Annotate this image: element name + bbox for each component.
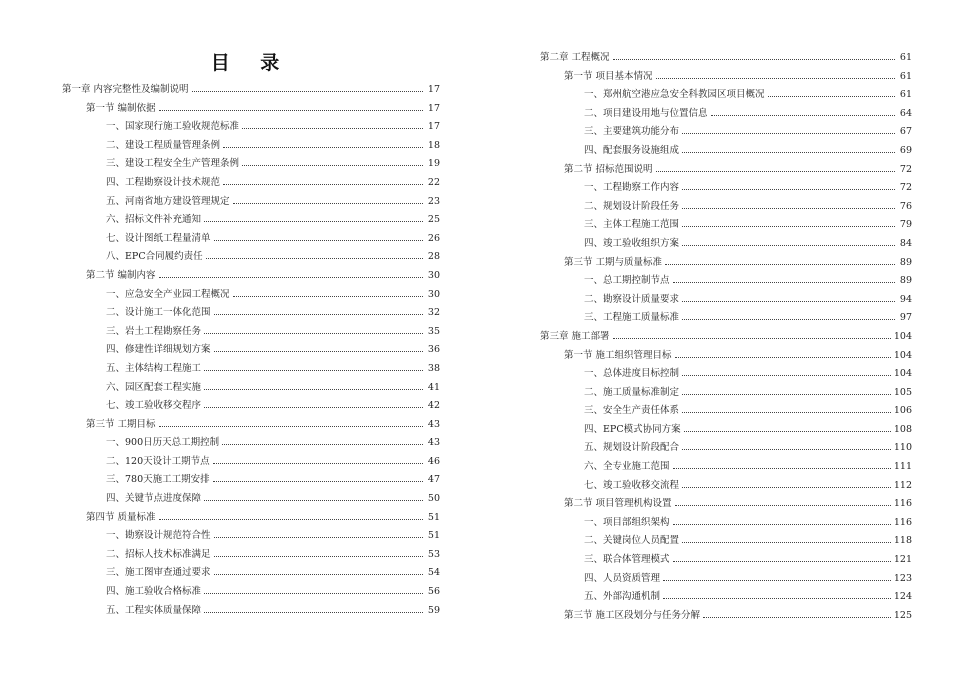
- toc-entry-text: 八、EPC合同履约责任: [106, 251, 203, 263]
- dot-leader: [673, 270, 895, 283]
- toc-entry-text: 一、项目部组织架构: [584, 516, 670, 528]
- dot-leader: [214, 562, 423, 575]
- toc-page-number: 124: [893, 591, 912, 603]
- toc-page-number: 72: [899, 163, 912, 175]
- dot-leader: [233, 191, 423, 204]
- toc-entry[interactable]: [540, 270, 912, 289]
- toc-page-number: 35: [427, 325, 440, 337]
- toc-page-number: 42: [427, 400, 440, 412]
- toc-entry[interactable]: [62, 488, 440, 507]
- toc-page-number: 72: [899, 182, 912, 194]
- dot-leader: [214, 302, 423, 315]
- toc-page-number: 26: [427, 232, 440, 244]
- toc-entry[interactable]: [62, 525, 440, 544]
- dot-leader: [214, 544, 423, 557]
- toc-entry-text: 三、建设工程安全生产管理条例: [106, 158, 240, 170]
- toc-entry-text: 七、设计图纸工程量清单: [106, 232, 211, 244]
- dot-leader: [682, 121, 895, 134]
- toc-page-number: 61: [899, 89, 912, 101]
- toc-page-number: 59: [427, 604, 440, 616]
- toc-page-number: 118: [893, 535, 912, 547]
- dot-leader: [673, 456, 891, 469]
- toc-page-number: 69: [899, 144, 912, 156]
- toc-page-number: 17: [427, 102, 440, 114]
- toc-page-number: 53: [427, 548, 440, 560]
- toc-entry-text: 一、工程勘察工作内容: [584, 182, 680, 194]
- dot-leader: [204, 488, 423, 501]
- toc-page-number: 76: [899, 200, 912, 212]
- dot-leader: [159, 98, 423, 111]
- toc-page-number: 25: [427, 214, 440, 226]
- dot-leader: [682, 382, 891, 395]
- toc-entry[interactable]: [62, 544, 440, 563]
- toc-page-number: 18: [427, 139, 440, 151]
- toc-entry-text: 第三节 工期目标: [86, 418, 156, 430]
- toc-entry[interactable]: [540, 456, 912, 475]
- dot-leader: [242, 116, 423, 129]
- toc-entry-text: 一、应急安全产业园工程概况: [106, 288, 230, 300]
- toc-entry[interactable]: [62, 339, 440, 358]
- toc-page-number: 104: [893, 330, 912, 342]
- toc-page-number: 38: [427, 362, 440, 374]
- dot-leader: [663, 568, 891, 581]
- dot-leader: [768, 84, 895, 97]
- toc-entry[interactable]: [540, 289, 912, 308]
- toc-page-number: 89: [899, 256, 912, 268]
- toc-entry-text: 二、建设工程质量管理条例: [106, 139, 221, 151]
- toc-entry[interactable]: [62, 562, 440, 581]
- toc-entry[interactable]: [62, 321, 440, 340]
- toc-entry[interactable]: [540, 140, 912, 159]
- toc-entry-text: 第二节 项目管理机构设置: [564, 498, 672, 510]
- dot-leader: [682, 530, 891, 543]
- dot-leader: [656, 66, 895, 79]
- toc-page-number: 110: [893, 442, 912, 454]
- dot-leader: [214, 339, 423, 352]
- dot-leader: [206, 246, 423, 259]
- toc-entry[interactable]: [540, 307, 912, 326]
- toc-entry-text: 一、总工期控制节点: [584, 275, 670, 287]
- toc-entry-text: 三、780天施工工期安排: [106, 474, 210, 486]
- toc-entry-text: 三、安全生产责任体系: [584, 405, 680, 417]
- dot-leader: [204, 581, 423, 594]
- toc-page-number: 47: [427, 474, 440, 486]
- toc-entry[interactable]: [540, 66, 912, 85]
- dot-leader: [675, 493, 891, 506]
- toc-entry[interactable]: [540, 326, 912, 345]
- dot-leader: [682, 400, 891, 413]
- toc-entry[interactable]: [540, 605, 912, 624]
- toc-entry[interactable]: [540, 586, 912, 605]
- toc-entry-text: 第一章 内容完整性及编制说明: [62, 84, 189, 95]
- toc-entry-text: 七、竣工验收移交流程: [584, 479, 680, 491]
- toc-entry[interactable]: [540, 47, 912, 66]
- dot-leader: [682, 475, 891, 488]
- toc-entry-text: 一、勘察设计规范符合性: [106, 530, 211, 542]
- toc-page-number: 54: [427, 567, 440, 579]
- toc-entry[interactable]: [540, 419, 912, 438]
- toc-entry-text: 一、郑州航空港应急安全科教园区项目概况: [584, 89, 765, 101]
- toc-entry[interactable]: [62, 284, 440, 303]
- toc-entry[interactable]: [62, 135, 440, 154]
- toc-entry-text: 六、全专业施工范围: [584, 461, 670, 473]
- dot-leader: [222, 432, 423, 445]
- dot-leader: [204, 209, 423, 222]
- dot-leader: [242, 153, 423, 166]
- toc-entry[interactable]: [540, 382, 912, 401]
- toc-entry[interactable]: [62, 377, 440, 396]
- toc-page-number: 51: [427, 511, 440, 523]
- toc-entry[interactable]: [540, 400, 912, 419]
- toc-entry-text: 三、工程施工质量标准: [584, 312, 680, 324]
- toc-page-number: 61: [899, 70, 912, 82]
- toc-page-number: 104: [893, 368, 912, 380]
- dot-leader: [656, 159, 895, 172]
- toc-entry-text: 第三章 施工部署: [540, 330, 610, 342]
- toc-page-number: 30: [427, 269, 440, 281]
- toc-page-number: 79: [899, 219, 912, 231]
- toc-page-number: 89: [899, 275, 912, 287]
- toc-entry[interactable]: [540, 84, 912, 103]
- toc-entry-text: 三、主要建筑功能分布: [584, 126, 680, 138]
- dot-leader: [204, 600, 423, 613]
- toc-entry-text: 六、园区配套工程实施: [106, 381, 202, 393]
- toc-page-number: 104: [893, 349, 912, 361]
- toc-entry-text: 三、主体工程施工范围: [584, 219, 680, 231]
- dot-leader: [223, 135, 423, 148]
- dot-leader: [684, 419, 891, 432]
- toc-entry[interactable]: [540, 493, 912, 512]
- toc-entry[interactable]: [540, 103, 912, 122]
- dot-leader: [682, 363, 891, 376]
- toc-entry-text: 二、120天设计工期节点: [106, 455, 210, 467]
- toc-page-number: 17: [427, 84, 440, 95]
- dot-leader: [682, 437, 891, 450]
- dot-leader: [159, 265, 423, 278]
- toc-entry-text: 第四节 质量标准: [86, 511, 156, 523]
- toc-title: 目 录: [210, 52, 292, 74]
- dot-leader: [214, 228, 423, 241]
- toc-entry-text: 四、施工验收合格标准: [106, 586, 202, 598]
- toc-entry-text: 二、项目建设用地与位置信息: [584, 107, 708, 119]
- toc-entry[interactable]: [62, 153, 440, 172]
- toc-entry-text: 一、总体进度目标控制: [584, 368, 680, 380]
- toc-entry[interactable]: [62, 209, 440, 228]
- toc-page-number: 97: [899, 312, 912, 324]
- toc-entry[interactable]: [540, 363, 912, 382]
- toc-page-number: 30: [427, 288, 440, 300]
- toc-entry[interactable]: [62, 414, 440, 433]
- toc-entry[interactable]: [540, 177, 912, 196]
- toc-page-number: 43: [427, 437, 440, 449]
- toc-entry-text: 二、设计施工一体化范围: [106, 307, 211, 319]
- toc-entry-text: 二、勘察设计质量要求: [584, 293, 680, 305]
- toc-entry-text: 第一节 施工组织管理目标: [564, 349, 672, 361]
- dot-leader: [204, 377, 423, 390]
- dot-leader: [703, 605, 891, 618]
- toc-page-number: 19: [427, 158, 440, 170]
- dot-leader: [682, 233, 895, 246]
- toc-entry[interactable]: [62, 172, 440, 191]
- toc-page-number: 116: [893, 516, 912, 528]
- toc-entry-text: 二、规划设计阶段任务: [584, 200, 680, 212]
- toc-page-number: 112: [893, 479, 912, 491]
- toc-page-number: 36: [427, 344, 440, 356]
- dot-leader: [204, 321, 423, 334]
- toc-entry[interactable]: [540, 437, 912, 456]
- toc-page-number: 84: [899, 237, 912, 249]
- dot-leader: [665, 252, 895, 265]
- toc-entry-text: 五、外部沟通机制: [584, 591, 661, 603]
- toc-entry[interactable]: [62, 79, 440, 98]
- toc-entry[interactable]: [540, 512, 912, 531]
- dot-leader: [675, 345, 891, 358]
- toc-entry[interactable]: [540, 549, 912, 568]
- toc-page-number: 64: [899, 107, 912, 119]
- toc-entry-text: 四、工程勘察设计技术规范: [106, 176, 221, 188]
- toc-entry[interactable]: [62, 246, 440, 265]
- toc-entry-text: 第二章 工程概况: [540, 52, 610, 63]
- toc-entry[interactable]: [540, 214, 912, 233]
- toc-entry[interactable]: [540, 121, 912, 140]
- toc-entry[interactable]: [540, 345, 912, 364]
- toc-entry-text: 四、EPC模式协同方案: [584, 423, 681, 435]
- toc-entry-text: 第三节 工期与质量标准: [564, 256, 663, 268]
- dot-leader: [613, 47, 895, 60]
- toc-page-number: 67: [899, 126, 912, 138]
- toc-entry-text: 四、关键节点进度保障: [106, 493, 202, 505]
- toc-entry-text: 四、配套服务设施组成: [584, 144, 680, 156]
- toc-entry-text: 二、关键岗位人员配置: [584, 535, 680, 547]
- dot-leader: [682, 214, 895, 227]
- toc-entry[interactable]: [62, 469, 440, 488]
- toc-entry[interactable]: [62, 395, 440, 414]
- toc-entry[interactable]: [62, 265, 440, 284]
- toc-entry-text: 三、联合体管理模式: [584, 554, 670, 566]
- dot-leader: [711, 103, 895, 116]
- dot-leader: [204, 395, 423, 408]
- toc-entry[interactable]: [62, 600, 440, 619]
- toc-entry[interactable]: [62, 451, 440, 470]
- toc-page-number: 43: [427, 418, 440, 430]
- toc-page-number: 46: [427, 455, 440, 467]
- dot-leader: [233, 284, 423, 297]
- dot-leader: [214, 525, 423, 538]
- toc-list-right: [540, 47, 912, 623]
- dot-leader: [682, 307, 895, 320]
- toc-entry-text: 第三节 施工区段划分与任务分解: [564, 609, 701, 621]
- toc-page-number: 23: [427, 195, 440, 207]
- toc-page-number: 61: [899, 52, 912, 63]
- toc-page-number: 32: [427, 307, 440, 319]
- toc-entry[interactable]: [62, 191, 440, 210]
- toc-page-number: 111: [893, 461, 912, 473]
- toc-page-number: 51: [427, 530, 440, 542]
- toc-entry-text: 第二节 编制内容: [86, 269, 156, 281]
- toc-page-number: 123: [893, 572, 912, 584]
- toc-page-number: 22: [427, 176, 440, 188]
- toc-entry-text: 三、施工图审查通过要求: [106, 567, 211, 579]
- toc-entry-text: 一、国家现行施工验收规范标准: [106, 121, 240, 133]
- toc-page-number: 116: [893, 498, 912, 510]
- toc-entry-text: 四、修建性详细规划方案: [106, 344, 211, 356]
- dot-leader: [192, 79, 423, 92]
- dot-leader: [682, 140, 895, 153]
- dot-leader: [613, 326, 891, 339]
- toc-page-number: 17: [427, 121, 440, 133]
- dot-leader: [682, 177, 895, 190]
- toc-entry-text: 五、河南省地方建设管理规定: [106, 195, 230, 207]
- toc-entry-text: 五、主体结构工程施工: [106, 362, 202, 374]
- toc-page-number: 106: [893, 405, 912, 417]
- toc-page-number: 94: [899, 293, 912, 305]
- toc-entry[interactable]: [540, 568, 912, 587]
- dot-leader: [223, 172, 423, 185]
- dot-leader: [682, 289, 895, 302]
- toc-entry[interactable]: [62, 98, 440, 117]
- dot-leader: [663, 586, 891, 599]
- dot-leader: [682, 196, 895, 209]
- toc-entry-text: 六、招标文件补充通知: [106, 214, 202, 226]
- toc-page-number: 50: [427, 493, 440, 505]
- toc-entry-text: 五、工程实体质量保障: [106, 604, 202, 616]
- toc-entry[interactable]: [540, 233, 912, 252]
- dot-leader: [673, 549, 891, 562]
- toc-page-number: 121: [893, 554, 912, 566]
- toc-entry-text: 三、岩土工程勘察任务: [106, 325, 202, 337]
- dot-leader: [159, 414, 423, 427]
- toc-entry[interactable]: [540, 475, 912, 494]
- toc-page-number: 108: [893, 423, 912, 435]
- toc-entry[interactable]: [62, 228, 440, 247]
- toc-page-number: 56: [427, 586, 440, 598]
- toc-entry-text: 第二节 招标范围说明: [564, 163, 653, 175]
- toc-entry-text: 四、竣工验收组织方案: [584, 237, 680, 249]
- toc-entry-text: 四、人员资质管理: [584, 572, 661, 584]
- dot-leader: [213, 469, 423, 482]
- toc-entry[interactable]: [540, 159, 912, 178]
- toc-entry[interactable]: [540, 196, 912, 215]
- toc-entry[interactable]: [540, 252, 912, 271]
- toc-entry-text: 五、规划设计阶段配合: [584, 442, 680, 454]
- toc-entry[interactable]: [62, 432, 440, 451]
- toc-entry[interactable]: [62, 302, 440, 321]
- toc-entry-text: 第一节 编制依据: [86, 102, 156, 114]
- toc-page-number: 28: [427, 251, 440, 263]
- dot-leader: [204, 358, 423, 371]
- toc-entry[interactable]: [62, 358, 440, 377]
- toc-entry-text: 七、竣工验收移交程序: [106, 400, 202, 412]
- toc-page-number: 125: [893, 609, 912, 621]
- toc-page-number: 105: [893, 386, 912, 398]
- toc-list-left: [62, 79, 440, 618]
- dot-leader: [159, 507, 423, 520]
- toc-page-number: 41: [427, 381, 440, 393]
- toc-entry[interactable]: [62, 507, 440, 526]
- toc-entry[interactable]: [62, 581, 440, 600]
- toc-entry[interactable]: [62, 116, 440, 135]
- dot-leader: [673, 512, 891, 525]
- toc-entry-text: 第一节 项目基本情况: [564, 70, 653, 82]
- toc-entry[interactable]: [540, 530, 912, 549]
- toc-entry-text: 二、招标人技术标准满足: [106, 548, 211, 560]
- toc-entry-text: 二、施工质量标准制定: [584, 386, 680, 398]
- toc-entry-text: 一、900日历天总工期控制: [106, 437, 220, 449]
- dot-leader: [213, 451, 423, 464]
